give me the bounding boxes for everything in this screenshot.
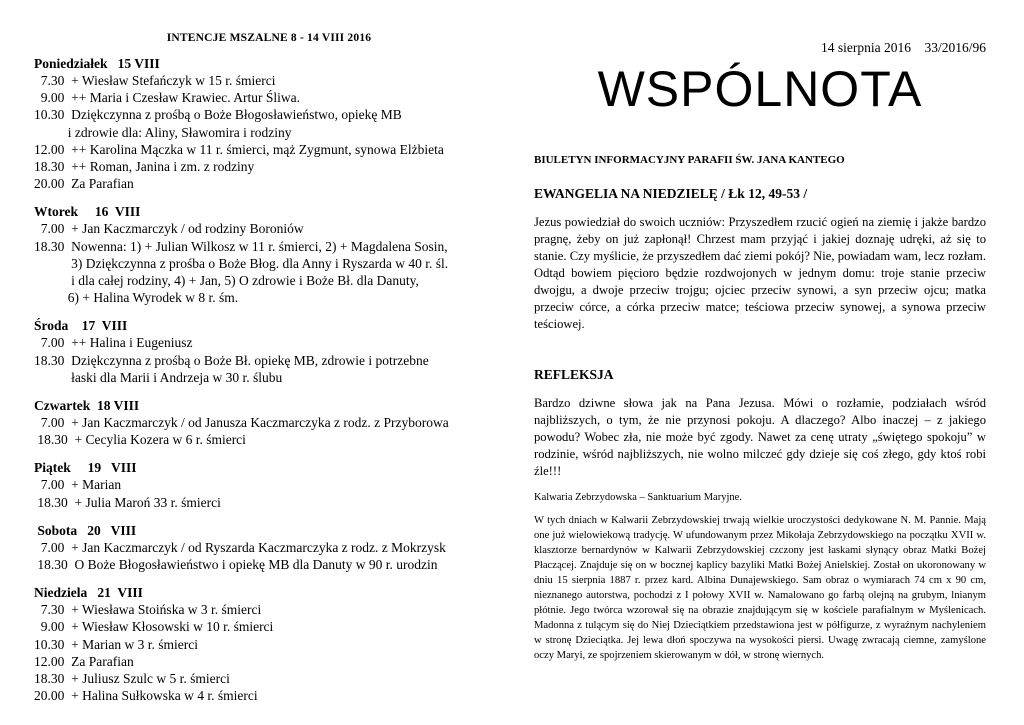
day-friday: [34, 460, 504, 510]
schedule-title: INTENCJE MSZALNE 8 - 14 VIII 2016: [166, 32, 372, 44]
intention-line: 12.00 Za Parafian: [34, 653, 134, 669]
day-saturday: [34, 523, 504, 573]
intention-line: 9.00 ++ Maria i Czesław Krawiec. Artur Śliwa.: [34, 90, 301, 106]
day-wednesday: [34, 318, 504, 386]
intention-line: 18.30 O Boże Błogosławieństwo i opiekę MB dla Danuty w 90 r. urodzin: [34, 557, 438, 573]
intention-line: i zdrowie dla: Aliny, Sławomira i rodziny: [34, 124, 292, 140]
day-monday: [34, 56, 504, 192]
intention-line: 7.00 + Jan Kaczmarczyk / od Janusza Kaczmarczyka z rodz. z Przyborowa: [34, 415, 449, 431]
gospel-heading: EWANGELIA NA NIEDZIELĘ / Łk 12, 49-53 /: [534, 186, 808, 201]
masthead-title: WSPÓLNOTA: [597, 61, 923, 117]
day-title: Środa 17 VIII: [34, 318, 128, 334]
day-title: Niedziela 21 VIII: [34, 585, 143, 601]
bulletin-subtitle: BIULETYN INFORMACYJNY PARAFII ŚW. JANA KANTEGO: [534, 154, 845, 166]
day-title: Poniedziałek 15 VIII: [34, 56, 160, 71]
day-tuesday: [34, 204, 504, 306]
intention-line: 7.00 + Jan Kaczmarczyk / od Ryszarda Kaczmarczyka z rodz. z Mokrzysk: [34, 539, 446, 555]
intention-line: 6) + Halina Wyrodek w 8 r. śm.: [34, 290, 239, 306]
intention-line: 7.00 ++ Halina i Eugeniusz: [34, 335, 193, 351]
intention-line: 18.30 Dziękczynna z prośbą o Boże Bł. opiekę MB, zdrowie i potrzebne: [34, 352, 429, 368]
intention-line: 18.30 ++ Roman, Janina i zm. z rodziny: [34, 159, 255, 175]
gospel-text: Jezus powiedział do swoich uczniów: Przyszedłem rzucić ogień na ziemię i jakże bardzo pragnę, żeby on już zapłonął! Chrzest mam przyjąć i jakiej doznaję udręki, aż się to stanie. Czy myślicie, że przyszedłem dać ziemi pokój? Nie, powiadam wam, lecz rozłam. Odtąd bowiem pięcioro będzie rozdwojonych w jednym domu: troje stanie przeciw dwojgu, a dwoje przeciw trojgu; ojciec przeciw synowi, a syn przeciw ojcu; matka przeciw córce, a córka przeciw matce; teściowa przeciw synowej, a synowa przeciw teściowej.: [534, 215, 986, 331]
day-title: Sobota 20 VIII: [34, 522, 137, 538]
day-title: Piątek 19 VIII: [34, 460, 137, 476]
intention-line: 18.30 Nowenna: 1) + Julian Wilkosz w 11 r. śmierci, 2) + Magdalena Sosin,: [34, 238, 448, 254]
day-thursday: [34, 398, 504, 448]
intention-line: 12.00 ++ Karolina Mączka w 11 r. śmierci, mąż Zygmunt, synowa Elżbieta: [34, 141, 444, 157]
reflection-text: Bardzo dziwne słowa jak na Pana Jezusa. Mówi o rozłamie, podziałach wśród najbliższych, o tym, że nie przynosi pokoju. A dlaczego? Albo inaczej – z jakiego powodu? Wobec zła, nie może być zgody. Nawet za cenę utraty „świętego spokoju” w rodzinie, wśród najbliższych, nie wolno milczeć gdy dzieje się coś złego, gdy ktoś robi źle!!!: [534, 396, 986, 478]
intention-line: i dla całej rodziny, 4) + Jan, 5) O zdrowie i Boże Bł. dla Danuty,: [34, 273, 419, 289]
mass-intentions-column: [34, 32, 504, 716]
intention-line: 18.30 + Juliusz Szulc w 5 r. śmierci: [34, 671, 230, 687]
day-sunday: [34, 585, 504, 704]
intention-line: 18.30 + Cecylia Kozera w 6 r. śmierci: [34, 432, 246, 448]
kalwaria-title: Kalwaria Zebrzydowska – Sanktuarium Maryjne.: [534, 492, 742, 503]
intention-line: 3) Dziękczynna z prośba o Boże Błog. dla Anny i Ryszarda w 40 r. śl.: [34, 255, 449, 271]
issue-meta: [534, 40, 986, 56]
issue-date: 14 sierpnia 2016: [820, 40, 911, 55]
kalwaria-text: W tych dniach w Kalwarii Zebrzydowskiej trwają wielkie uroczystości dedykowane N. M. Pannie. Mają one już wielowiekową tradycję. W ufundowanym przez Mikołaja Zebrzydowskiego na początku XVII w. klasztorze bernardynów w Kalwarii Zebrzydowskiej czczony jest łaskami słynący obraz Matki Bożej Płaczącej. Znajduje się on w bocznej kaplicy bazyliki Matki Bożej Anielskiej. Został on ukoronowany w dniu 15 sierpnia 1887 r. przez kard. Albina Dunajewskiego. Sam obraz o wymiarach 74 cm x 90 cm, nieznanego autorstwa, pochodzi z I połowy XVII w. Namalowano go farbą olejną na grubym, lnianym płótnie. Jego twórca wzorował się na obrazie znajdującym się w kościele parafialnym w Myślenicach. Madonna z tulącym się do Niej Dzieciątkiem przedstawiona jest w półfigurze, z wyraźnym nachyleniem w stronę Dzieciątka. Jej lewa dłoń spoczywa na wysokości piersi. Uwagę zwracają ciemne, zamyślone oczy Maryi, ze spojrzeniem skierowanym w dół, w stronę wiernych.: [534, 515, 986, 661]
intention-line: 20.00 Za Parafian: [34, 176, 134, 192]
intention-line: 7.30 + Wiesława Stoińska w 3 r. śmierci: [34, 602, 262, 618]
intention-line: 20.00 + Halina Sułkowska w 4 r. śmierci: [34, 688, 258, 704]
issue-number: 33/2016/96: [924, 40, 986, 55]
day-title: Wtorek 16 VIII: [34, 204, 141, 220]
intention-line: 10.30 + Marian w 3 r. śmierci: [34, 636, 198, 652]
intention-line: 7.00 + Jan Kaczmarczyk / od rodziny Boroniów: [34, 221, 304, 237]
bulletin-column: [534, 40, 986, 663]
intention-line: 10.30 Dziękczynna z prośbą o Boże Błogosławieństwo, opiekę MB: [34, 107, 402, 123]
day-title: Czwartek 18 VIII: [34, 398, 140, 414]
intention-line: 7.00 + Marian: [34, 477, 122, 493]
intention-line: 7.30 + Wiesław Stefańczyk w 15 r. śmierci: [34, 73, 276, 88]
reflection-heading: REFLEKSJA: [534, 367, 614, 382]
intention-line: 9.00 + Wiesław Kłosowski w 10 r. śmierci: [34, 619, 274, 635]
intention-line: 18.30 + Julia Maroń 33 r. śmierci: [34, 494, 221, 510]
intention-line: łaski dla Marii i Andrzeja w 30 r. ślubu: [34, 369, 283, 385]
